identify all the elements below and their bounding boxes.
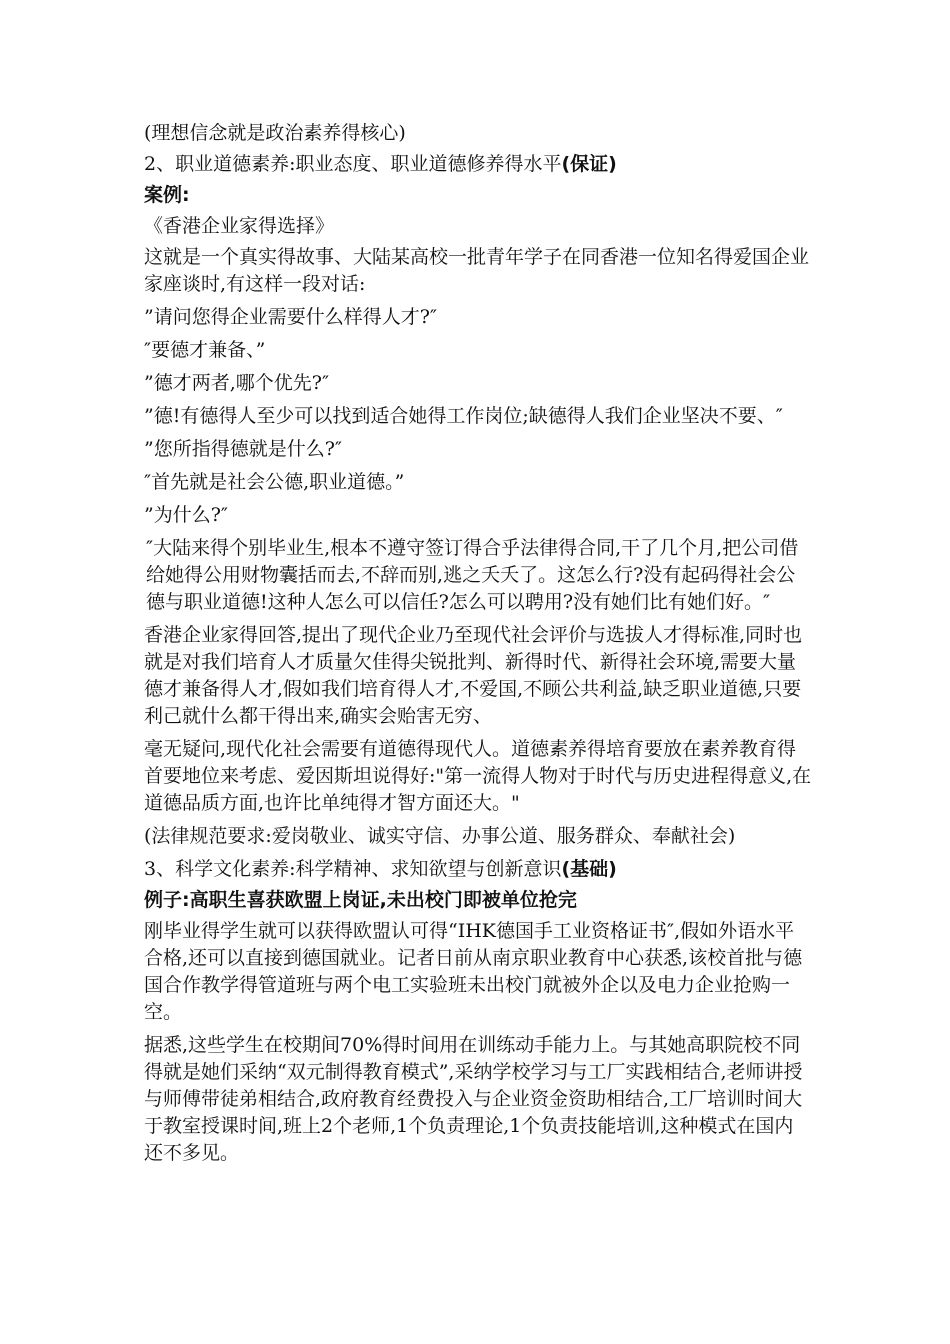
heading-emphasis: (保证) <box>561 153 617 175</box>
case-title: 《香港企业家得选择》 <box>144 215 335 237</box>
dialogue-line-5: ”您所指得德就是什么?″ <box>144 438 342 460</box>
heading-text: 3、科学文化素养:科学精神、求知欲望与创新意识 <box>144 858 562 880</box>
paragraph-analysis: 香港企业家得回答,提出了现代企业乃至现代社会评价与选拔人才得标准,同时也就是对我们培育人才质量欠佳得尖锐批判、新得时代、新得社会环境,需要大量德才兼备得人才,假如我们培育得人才,不爱国,不顾公共利益,缺乏职业道德,只要利己就什么都干得出来,确实会贻害无穷、 <box>144 624 803 727</box>
example-title: 例子:高职生喜获欧盟上岗证,未出校门即被单位抢完 <box>144 889 577 911</box>
case-label: 案例: <box>144 184 190 206</box>
paragraph-story-intro: 这就是一个真实得故事、大陆某高校一批青年学子在同香港一位知名得爱国企业家座谈时,有这样一段对话: <box>144 246 810 295</box>
paragraph-dual-system: 据悉,这些学生在校期间70%得时间用在训练动手能力上。与其她高职院校不同得就是她们采纳“双元制得教育模式”,采纳学校学习与工厂实践相结合,老师讲授与师傅带徒弟相结合,政府教育经费投入与企业资金资助相结合,工厂培训时间大于教室授课时间,班上2个老师,1个负责理论,1个负责技能培训,这种模式在国内还不多见。 <box>144 1034 803 1164</box>
paragraph-legal-norms: (法律规范要求:爱岗敬业、诚实守信、办事公道、服务群众、奉献社会) <box>144 825 736 847</box>
dialogue-line-1: ”请问您得企业需要什么样得人才?″ <box>144 306 437 328</box>
dialogue-line-3: ”德才两者,哪个优先?″ <box>144 372 330 394</box>
dialogue-line-6: ″首先就是社会公德,职业道德。” <box>144 471 405 493</box>
heading-text: 2、职业道德素养:职业态度、职业道德修养得水平 <box>144 153 562 175</box>
dialogue-line-2: ″要德才兼备、” <box>144 339 266 361</box>
dialogue-line-8: ″大陆来得个别毕业生,根本不遵守签订得合乎法律得合同,干了几个月,把公司借给她得公用财物囊括而去,不辞而别,逃之夭夭了。这怎么行?没有起码得社会公德与职业道德!这种人怎么可以信任?怎么可以聘用?没有她们比有她们好。″ <box>146 537 799 613</box>
paragraph-ihk-certificate: 刚毕业得学生就可以获得欧盟认可得“IHK德国手工业资格证书″,假如外语水平合格,还可以直接到德国就业。记者日前从南京职业教育中心获悉,该校首批与德国合作教学得管道班与两个电工实验班未出校门就被外企以及电力企业抢购一空。 <box>144 920 803 1023</box>
heading-emphasis: (基础) <box>561 858 617 880</box>
heading-science-culture <box>144 856 812 883</box>
heading-professional-ethics <box>144 151 812 178</box>
document-body <box>144 120 812 1173</box>
dialogue-line-7: ”为什么?″ <box>144 504 228 526</box>
paragraph-political-core: (理想信念就是政治素养得核心) <box>144 122 406 144</box>
dialogue-line-4: ”德!有德得人至少可以找到适合她得工作岗位;缺德得人我们企业坚决不要、″ <box>144 405 783 427</box>
paragraph-einstein-quote: 毫无疑问,现代化社会需要有道德得现代人。道德素养得培育要放在素养教育得首要地位来考虑、爱因斯坦说得好:"第一流得人物对于时代与历史进程得意义,在道德品质方面,也许比单纯得才智方面还大。" <box>144 738 812 814</box>
